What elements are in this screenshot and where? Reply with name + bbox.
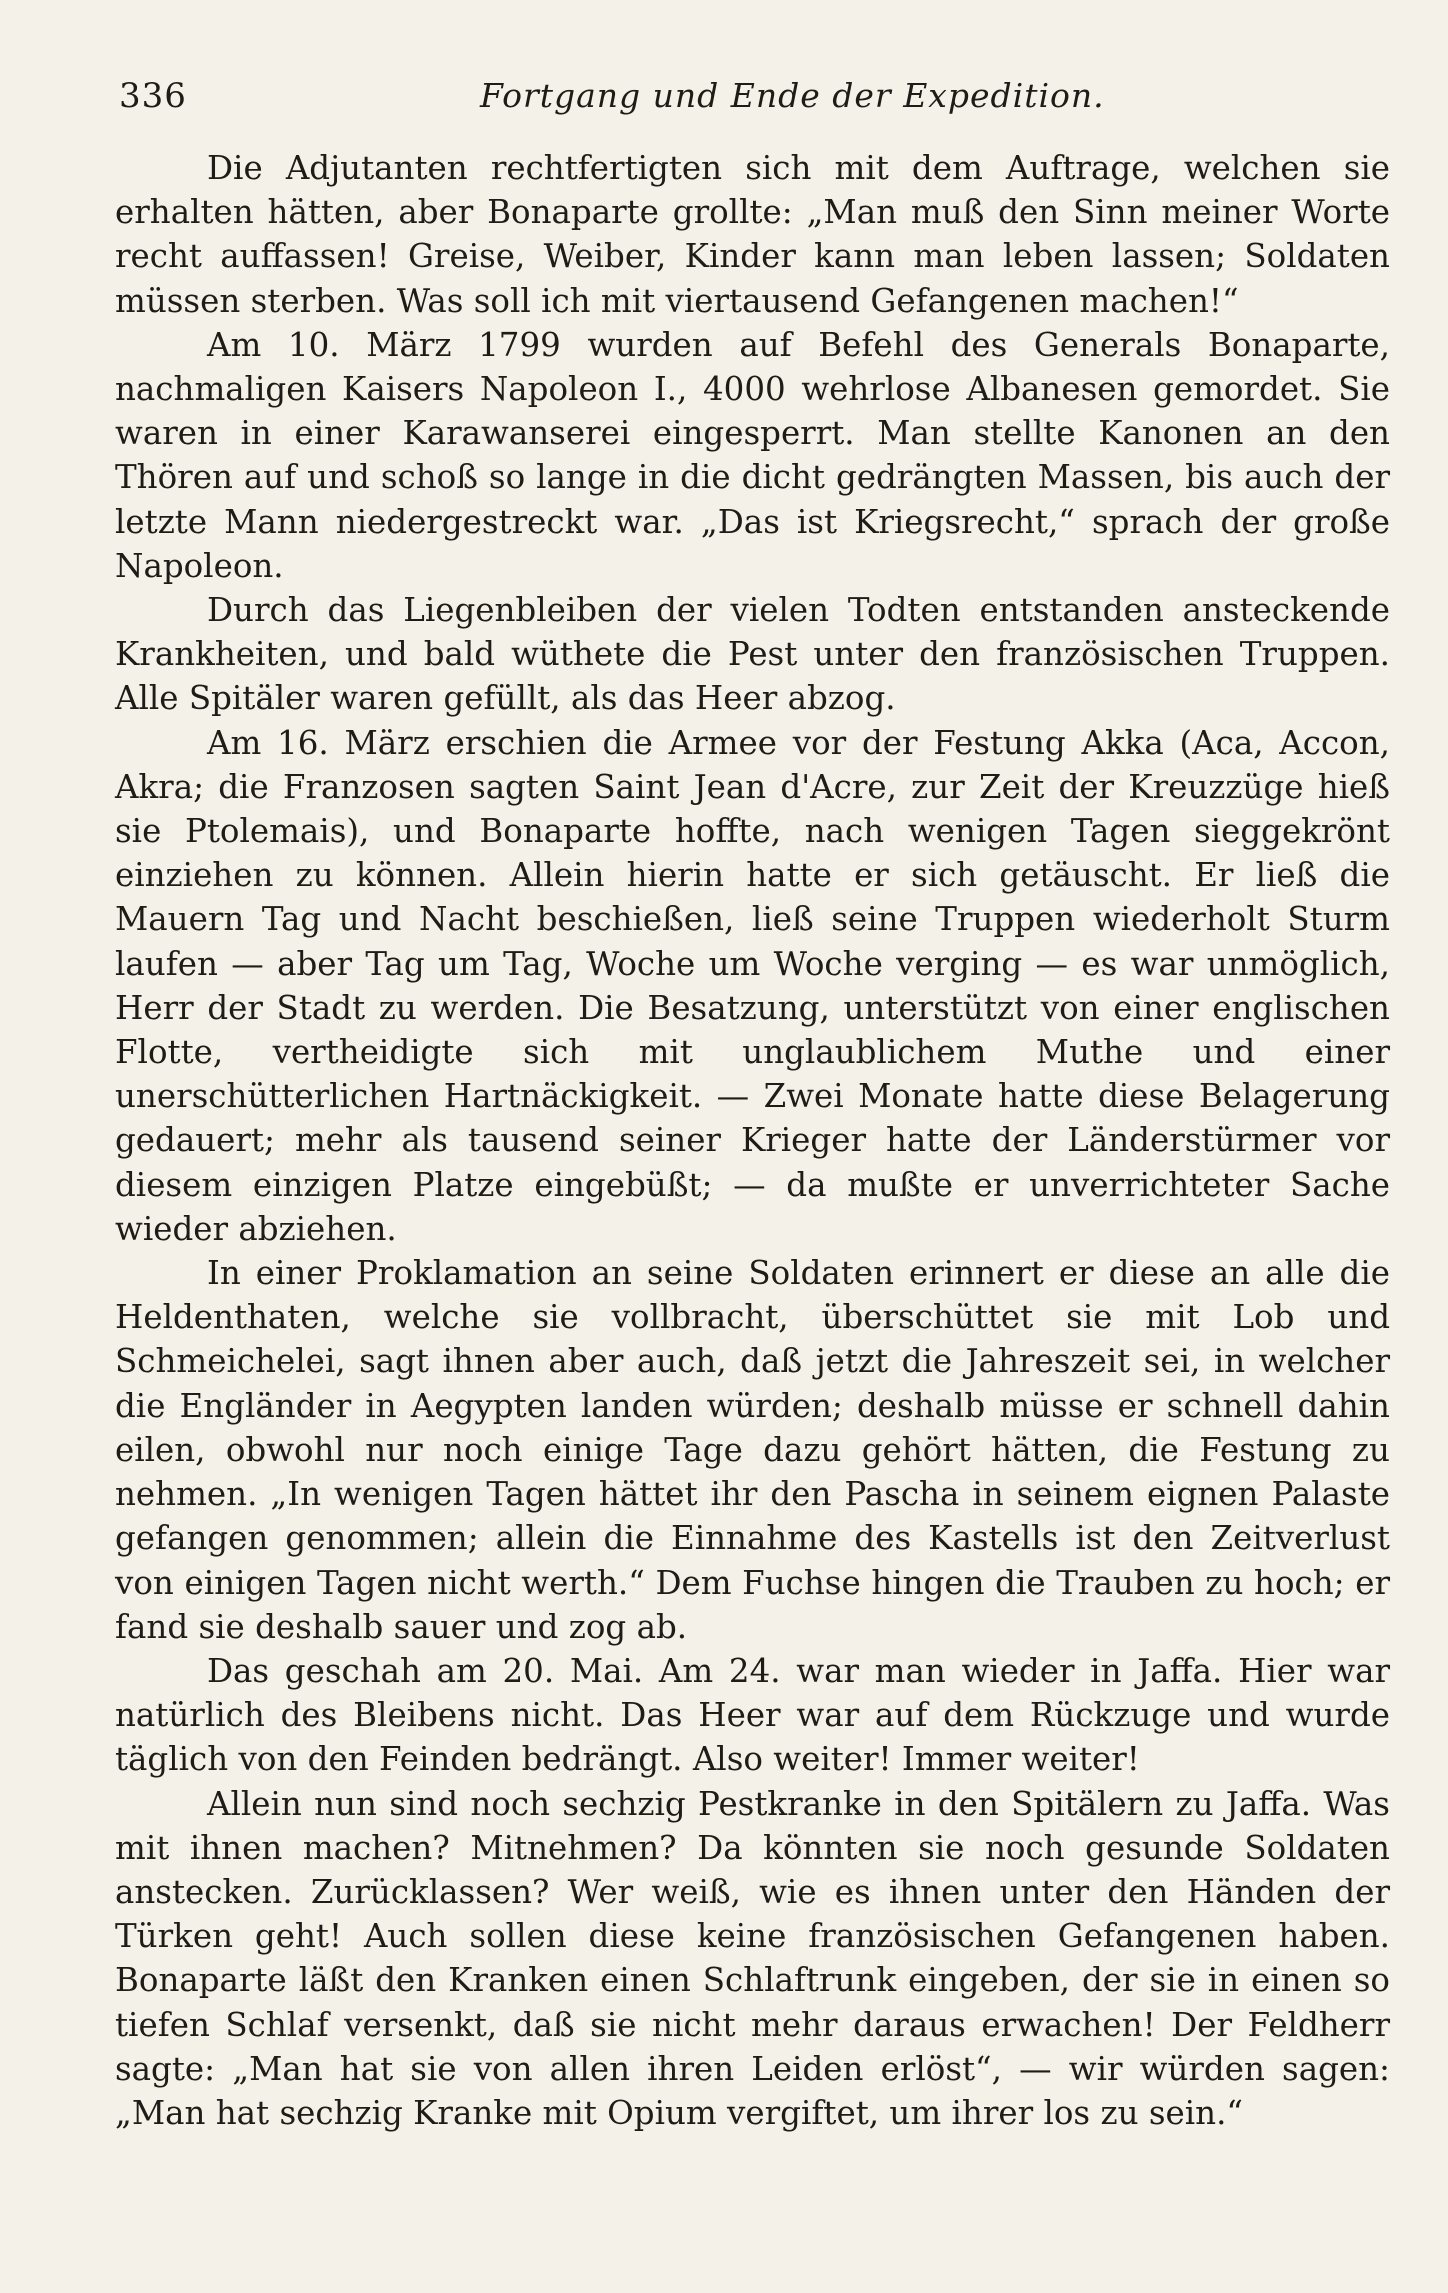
paragraph: Das geschah am 20. Mai. Am 24. war man wieder in Jaffa. Hier war natürlich des Bleibens nicht. Das Heer war auf dem Rückzuge und wurde täglich von den Feinden bedrängt. Also weiter! Immer weiter!: [115, 1651, 1390, 1779]
book-page: [115, 70, 1390, 2135]
paragraph: Am 10. März 1799 wurden auf Befehl des Generals Bonaparte, nachmaligen Kaisers Napoleon I., 4000 wehrlose Albanesen gemordet. Sie waren in einer Karawanserei eingesperrt. Man stellte Kanonen an den Thören auf und schoß so lange in die dicht gedrängten Massen, bis auch der letzte Mann niedergestreckt war. „Das ist Kriegsrecht,“ sprach der große Napoleon.: [115, 325, 1390, 585]
paragraph: Allein nun sind noch sechzig Pestkranke in den Spitälern zu Jaffa. Was mit ihnen machen? Mitnehmen? Da könnten sie noch gesunde Soldaten anstecken. Zurücklassen? Wer weiß, wie es ihnen unter den Händen der Türken geht! Auch sollen diese keine französischen Gefangenen haben. Bonaparte läßt den Kranken einen Schlaftrunk eingeben, der sie in einen so tiefen Schlaf versenkt, daß sie nicht mehr daraus erwachen! Der Feldherr sagte: „Man hat sie von allen ihren Leiden erlöst“, — wir würden sagen: „Man hat sechzig Kranke mit Opium vergiftet, um ihrer los zu sein.“: [115, 1784, 1390, 2132]
running-head: [115, 70, 1390, 130]
paragraph: In einer Proklamation an seine Soldaten erinnert er diese an alle die Heldenthaten, welche sie vollbracht, überschüttet sie mit Lob und Schmeichelei, sagt ihnen aber auch, daß jetzt die Jahreszeit sei, in welcher die Engländer in Aegypten landen würden; deshalb müsse er schnell dahin eilen, obwohl nur noch einige Tage dazu gehört hätten, die Festung zu nehmen. „In wenigen Tagen hättet ihr den Pascha in seinem eignen Palaste gefangen genommen; allein die Einnahme des Kastells ist den Zeitverlust von einigen Tagen nicht werth.“ Dem Fuchse hingen die Trauben zu hoch; er fand sie deshalb sauer und zog ab.: [115, 1254, 1390, 1646]
paragraph: Am 16. März erschien die Armee vor der Festung Akka (Aca, Accon, Akra; die Franzosen sagten Saint Jean d'Acre, zur Zeit der Kreuzzüge hieß sie Ptolemais), und Bonaparte hoffte, nach wenigen Tagen sieggekrönt einziehen zu können. Allein hierin hatte er sich getäuscht. Er ließ die Mauern Tag und Nacht beschießen, ließ seine Truppen wiederholt Sturm laufen — aber Tag um Tag, Woche um Woche verging — es war unmöglich, Herr der Stadt zu werden. Die Besatzung, unterstützt von einer englischen Flotte, vertheidigte sich mit unglaublichem Muthe und einer unerschütterlichen Hartnäckigkeit. — Zwei Monate hatte diese Belagerung gedauert; mehr als tausend seiner Krieger hatte der Länderstürmer vor diesem einzigen Platze eingebüßt; — da mußte er unverrichteter Sache wieder abziehen.: [115, 723, 1390, 1248]
body-text: [115, 146, 1390, 2135]
paragraph: Die Adjutanten rechtfertigten sich mit dem Auftrage, welchen sie erhalten hätten, aber Bonaparte grollte: „Man muß den Sinn meiner Worte recht auffassen! Greise, Weiber, Kinder kann man leben lassen; Soldaten müssen sterben. Was soll ich mit viertausend Gefangenen machen!“: [115, 149, 1390, 320]
page-number: 336: [119, 76, 187, 116]
running-title: Fortgang und Ende der Expedition.: [480, 76, 1105, 115]
paragraph: Durch das Liegenbleiben der vielen Todten entstanden ansteckende Krankheiten, und bald wüthete die Pest unter den französischen Truppen. Alle Spitäler waren gefüllt, als das Heer abzog.: [115, 591, 1390, 718]
